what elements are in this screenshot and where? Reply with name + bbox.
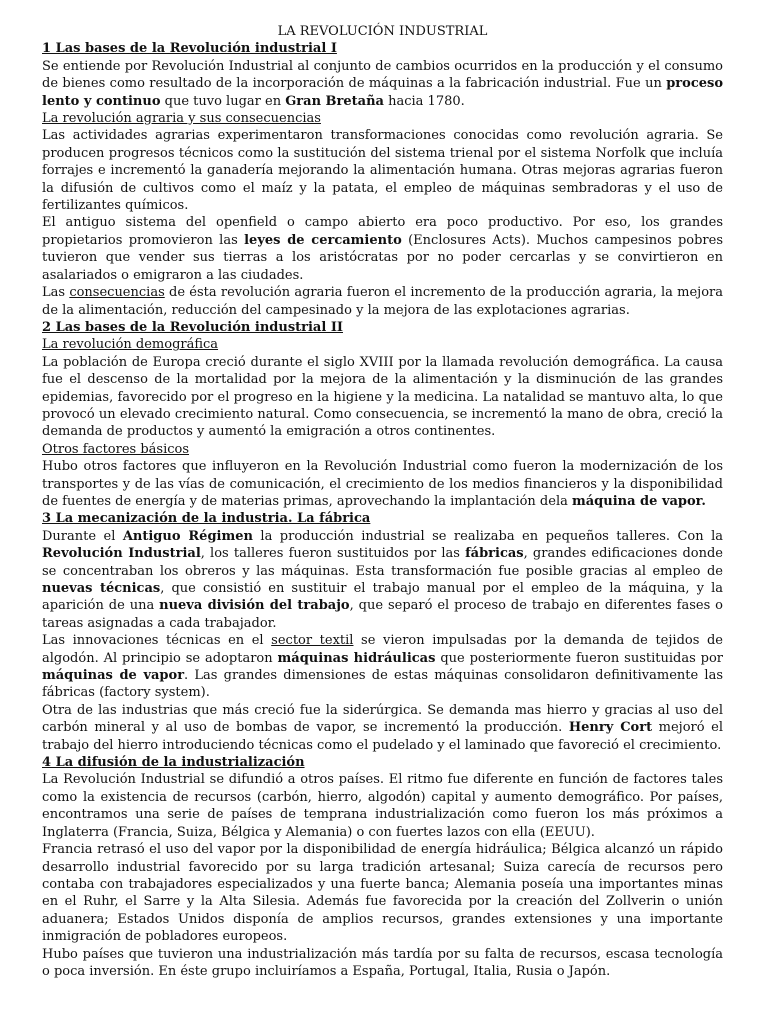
text-run: (Enclosures Acts). Muchos campesinos pobres tuvieron que vender sus tierras a los aristócratas por no poder cercarlas y se convirtieron en asalariados o emigraron a las ciudades. [42, 232, 724, 283]
text-run: máquinas de vapor [42, 668, 185, 684]
text-run: leyes de cercamiento [244, 232, 402, 248]
document-page [42, 23, 723, 980]
text-run: La revolución agraria y sus consecuencias [42, 111, 321, 127]
page-title: LA REVOLUCIÓN INDUSTRIAL [277, 24, 488, 39]
subsection-heading [42, 441, 723, 458]
text-run: . Las grandes dimensiones de estas máquinas consolidaron definitivamente las fábricas (factory system). [42, 668, 723, 701]
paragraph [42, 127, 723, 214]
text-run: mejoró el trabajo del hierro introduciendo técnicas como el pudelado y el laminado que favoreció el crecimiento. [42, 720, 723, 753]
text-run: La población de Europa creció durante el siglo XVIII por la llamada revolución demográfica. La causa fue el descenso de la mortalidad por la mejora de la alimentación y la disminución de las grandes epidemias, favorecido por el progreso en la higiene y la medicina. La natalidad se mantuvo alta, lo que provocó un elevado crecimiento natural. Como consecuencia, se incrementó la mano de obra, creció la demanda de productos y aumentó la emigración a otros continentes. [42, 354, 723, 440]
text-run: La revolución demográfica [42, 337, 219, 353]
paragraph [42, 632, 723, 702]
paragraph [42, 58, 723, 110]
text-run: Las innovaciones técnicas en el [42, 633, 272, 649]
text-run: Antiguo Régimen [122, 528, 253, 544]
text-run: , que separó el proceso de trabajo en diferentes fases o tareas asignadas a cada trabajador. [42, 598, 723, 631]
paragraph [42, 528, 723, 632]
document-body [42, 40, 723, 980]
section-heading [42, 510, 723, 527]
text-run: fábricas [465, 546, 524, 562]
text-run: , grandes edificaciones donde se concentraban los obreros y las máquinas. Esta transformación fue posible gracias al empleo de [42, 546, 723, 579]
section-heading [42, 754, 723, 771]
text-run: nueva división del trabajo [159, 598, 350, 614]
text-run: de ésta revolución agraria fueron el incremento de la producción agraria, la mejora de la alimentación, reducción del campesinado y la mejora de las explotaciones agrarias. [42, 285, 724, 318]
text-run: 1 Las bases de la Revolución industrial I [42, 41, 337, 57]
text-run: Se entiende por Revolución Industrial al conjunto de cambios ocurridos en la producción y el consumo de bienes como resultado de la incorporación de máquinas a la fabricación industrial. Fue un [42, 58, 723, 92]
text-run: Otros factores básicos [42, 441, 190, 457]
text-run: consecuencias [69, 285, 165, 301]
text-run: máquina de vapor. [572, 493, 706, 509]
text-run: El antiguo sistema del openfield o campo abierto era poco productivo. Por eso, los grandes propietarios promovieron las [42, 215, 723, 248]
text-run: la producción industrial se realizaba en pequeños talleres. Con la [252, 528, 723, 544]
paragraph [42, 702, 723, 754]
text-run: 2 Las bases de la Revolución industrial II [42, 319, 343, 335]
text-run: 4 La difusión de la industrialización [42, 755, 305, 771]
section-heading [42, 40, 723, 57]
paragraph [42, 354, 723, 441]
paragraph [42, 284, 723, 319]
text-run: , que consistió en sustituir el trabajo manual por el empleo de la máquina, y la aparición de una [42, 581, 723, 614]
text-run: Durante el [42, 528, 123, 544]
text-run: que posteriormente fueron sustituidas por [435, 650, 724, 666]
paragraph [42, 841, 723, 945]
text-run: Gran Bretaña [285, 93, 384, 109]
text-run: Hubo países que tuvieron una industrialización más tardía por su falta de recursos, escasa tecnología o poca inversión. En éste grupo incluiríamos a España, Portugal, Italia, Rusia o Japón. [42, 946, 723, 979]
paragraph [42, 458, 723, 510]
text-run: proceso lento y continuo [42, 76, 723, 109]
text-run: Hubo otros factores que influyeron en la Revolución Industrial como fueron la modernización de los transportes y de las vías de comunicación, el crecimiento de los medios financieros y la disponibilidad de fuentes de energía y de materias primas, aprovechando la implantación dela [42, 459, 723, 509]
paragraph [42, 771, 723, 841]
text-run: nuevas técnicas [42, 581, 161, 596]
text-run: que tuvo lugar en [160, 93, 286, 109]
text-run: La Revolución Industrial se difundió a otros países. El ritmo fue diferente en función de factores tales como la existencia de recursos (carbón, hierro, algodón) capital y aumento demográfico. Por países, encontramos una serie de países de temprana industrialización como fueron los más próximos a Inglaterra (Francia, Suiza, Bélgica y Alemania) o con fuertes lazos con ella (EEUU). [42, 772, 723, 840]
text-run: , los talleres fueron sustituidos por las [200, 546, 466, 562]
text-run: Las [42, 285, 70, 301]
text-run: 3 La mecanización de la industria. La fábrica [42, 511, 371, 527]
paragraph [42, 946, 723, 981]
text-run: Las actividades agrarias experimentaron transformaciones conocidas como revolución agraria. Se producen progresos técnicos como la sustitución del sistema trienal por el sistema Norfolk que incluía forrajes e incrementó la ganadería mejorando la alimentación humana. Otras mejoras agrarias fueron la difusión de cultivos como el maíz y la patata, el empleo de máquinas sembradoras y el uso de fertilizantes químicos. [42, 128, 723, 214]
text-run: Otra de las industrias que más creció fue la siderúrgica. Se demanda mas hierro y gracias al uso del carbón mineral y al uso de bombas de vapor, se incrementó la producción. [42, 702, 723, 736]
text-run: máquinas hidráulicas [277, 650, 436, 666]
paragraph [42, 214, 723, 284]
subsection-heading [42, 336, 723, 353]
subsection-heading [42, 110, 723, 127]
section-heading [42, 319, 723, 336]
text-run: se vieron impulsadas por la demanda de tejidos de algodón. Al principio se adoptaron [42, 633, 723, 666]
text-run: hacia 1780. [383, 93, 465, 109]
text-run: Francia retrasó el uso del vapor por la disponibilidad de energía hidráulica; Bélgica alcanzó un rápido desarrollo industrial favorecido por su larga tradición artesanal; Suiza carecía de recursos pero contaba con trabajadores especializados y una fuerte banca; Alemania poseía una importantes minas en el Ruhr, el Sarre y la Alta Silesia. Además fue favorecida por la creación del Zollverin o unión aduanera; Estados Unidos disponía de amplios recursos, grandes extensiones y una importante inmigración de pobladores europeos. [42, 842, 723, 945]
text-run: Henry Cort [568, 720, 653, 736]
text-run: Revolución Industrial [42, 546, 201, 562]
text-run: sector textil [271, 633, 354, 649]
